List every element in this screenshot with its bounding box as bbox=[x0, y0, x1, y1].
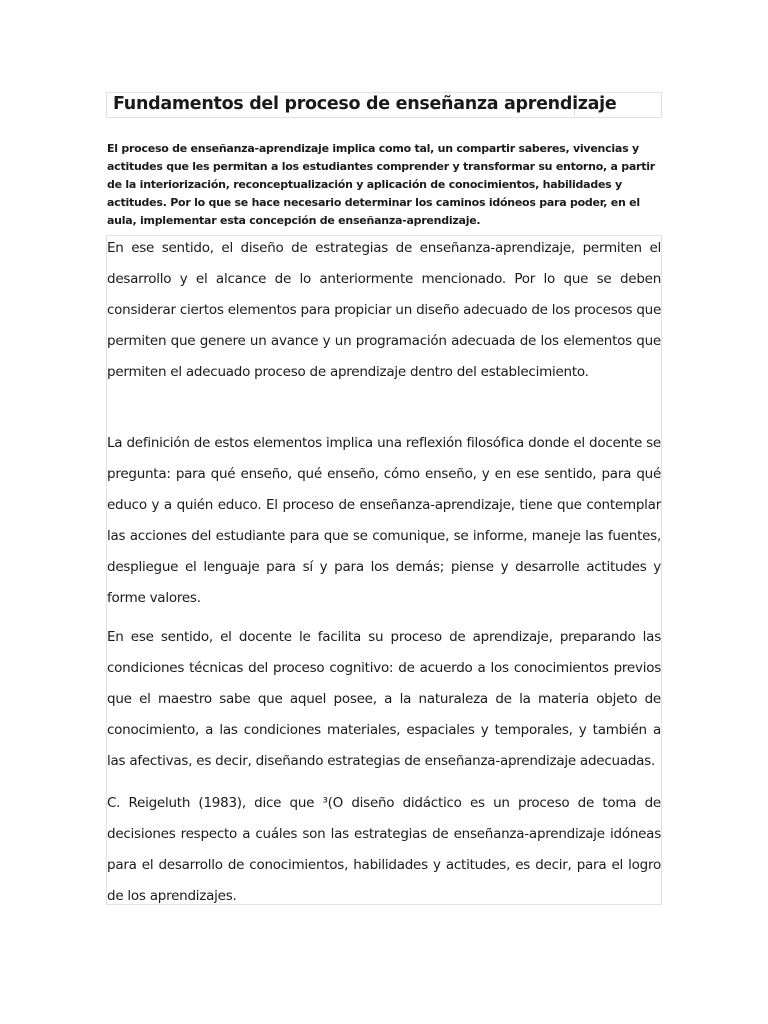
intro-paragraph: El proceso de enseñanza-aprendizaje implica como tal, un compartir saberes, vivencias y actitudes que les permitan a los estudiantes comprender y transformar su entorno, a partir de la interiorización, reconceptualización y aplicación de conocimientos, habilidades y actitudes. Por lo que se hace necesario determinar los caminos idóneos para poder, en el aula, implementar esta concepción de enseñanza-aprendizaje. bbox=[107, 142, 655, 227]
body-paragraph-1: En ese sentido, el diseño de estrategias de enseñanza-aprendizaje, permiten el desarrollo y el alcance de lo anteriormente mencionado. Por lo que se deben considerar ciertos elementos para propiciar un diseño adecuado de los procesos que permiten que genere un avance y un programación adecuada de los elementos que permiten el adecuado proceso de aprendizaje dentro del establecimiento. bbox=[107, 240, 661, 380]
title-cell bbox=[107, 93, 617, 117]
body-paragraph-2: La definición de estos elementos implica una reflexión filosófica donde el docente se pregunta: para qué enseño, qué enseño, cómo enseño, y en ese sentido, para qué educo y a quién educo. El proceso de enseñanza-aprendizaje, tiene que contemplar las acciones del estudiante para que se comunique, se informe, maneje las fuentes, despliegue el lenguaje para sí y para los demás; piense y desarrolle actitudes y forme valores. bbox=[107, 435, 661, 606]
title-box bbox=[106, 92, 662, 118]
document-title: Fundamentos del proceso de enseñanza aprendizaje bbox=[113, 94, 617, 114]
body-paragraph-4: C. Reigeluth (1983), dice que ³(O diseño didáctico es un proceso de toma de decisiones respecto a cuáles son las estrategias de enseñanza-aprendizaje idóneas para el desarrollo de conocimientos, habilidades y actitudes, es decir, para el logro de los aprendizajes. bbox=[107, 795, 661, 904]
body-paragraph-3: En ese sentido, el docente le facilita su proceso de aprendizaje, preparando las condiciones técnicas del proceso cognitivo: de acuerdo a los conocimientos previos que el maestro sabe que aquel posee, a la naturaleza de la materia objeto de conocimiento, a las condiciones materiales, espaciales y temporales, y también a las afectivas, es decir, diseñando estrategias de enseñanza-aprendizaje adecuadas. bbox=[107, 629, 661, 769]
